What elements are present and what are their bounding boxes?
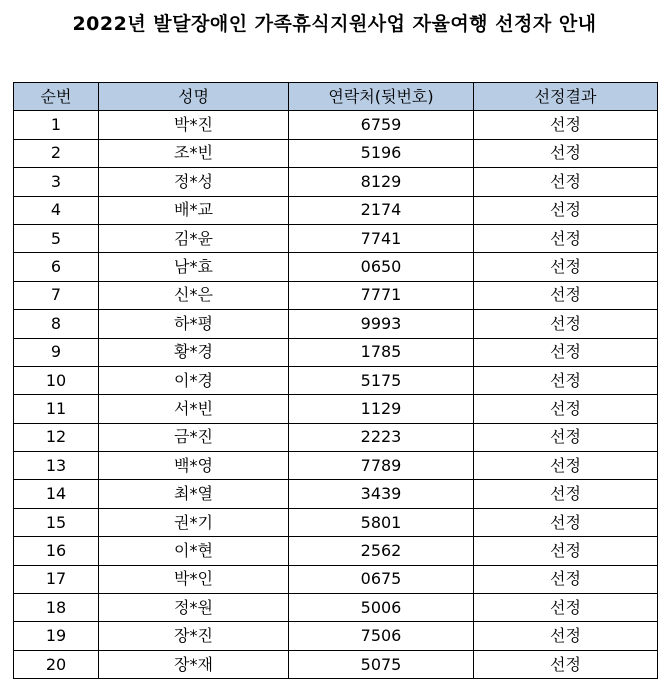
header-phone: 연락처(뒷번호) (289, 83, 474, 111)
cell-phone: 5075 (289, 650, 474, 678)
table-row (14, 423, 658, 451)
cell-phone: 2174 (289, 196, 474, 224)
table-row (14, 395, 658, 423)
cell-result: 선정 (474, 480, 658, 508)
cell-number: 17 (14, 565, 99, 593)
cell-name: 권*기 (99, 508, 289, 536)
cell-number: 8 (14, 310, 99, 338)
cell-phone: 6759 (289, 111, 474, 139)
selection-result-table (13, 82, 658, 679)
cell-phone: 0675 (289, 565, 474, 593)
cell-phone: 3439 (289, 480, 474, 508)
cell-phone: 5196 (289, 139, 474, 167)
cell-number: 12 (14, 423, 99, 451)
cell-result: 선정 (474, 423, 658, 451)
table-row (14, 253, 658, 281)
table-header-row (14, 83, 658, 111)
cell-phone: 7741 (289, 224, 474, 252)
cell-result: 선정 (474, 139, 658, 167)
cell-number: 7 (14, 281, 99, 309)
cell-result: 선정 (474, 338, 658, 366)
table-row (14, 622, 658, 650)
table-body (14, 111, 658, 679)
table-row (14, 565, 658, 593)
cell-result: 선정 (474, 168, 658, 196)
table-row (14, 310, 658, 338)
cell-name: 장*재 (99, 650, 289, 678)
table-row (14, 338, 658, 366)
cell-phone: 1785 (289, 338, 474, 366)
header-result: 선정결과 (474, 83, 658, 111)
cell-name: 박*진 (99, 111, 289, 139)
cell-number: 9 (14, 338, 99, 366)
cell-phone: 7771 (289, 281, 474, 309)
cell-number: 19 (14, 622, 99, 650)
cell-phone: 2562 (289, 537, 474, 565)
table-row (14, 452, 658, 480)
cell-name: 박*인 (99, 565, 289, 593)
cell-number: 14 (14, 480, 99, 508)
table-row (14, 139, 658, 167)
table-row (14, 366, 658, 394)
cell-phone: 0650 (289, 253, 474, 281)
cell-name: 남*효 (99, 253, 289, 281)
table-row (14, 537, 658, 565)
header-number: 순번 (14, 83, 99, 111)
cell-name: 정*원 (99, 594, 289, 622)
cell-name: 신*은 (99, 281, 289, 309)
cell-number: 18 (14, 594, 99, 622)
cell-name: 하*평 (99, 310, 289, 338)
table-row (14, 196, 658, 224)
cell-name: 이*경 (99, 366, 289, 394)
cell-phone: 8129 (289, 168, 474, 196)
cell-number: 3 (14, 168, 99, 196)
cell-name: 장*진 (99, 622, 289, 650)
cell-phone: 9993 (289, 310, 474, 338)
cell-name: 최*열 (99, 480, 289, 508)
cell-result: 선정 (474, 366, 658, 394)
cell-number: 1 (14, 111, 99, 139)
table-row (14, 480, 658, 508)
cell-number: 2 (14, 139, 99, 167)
cell-result: 선정 (474, 650, 658, 678)
cell-phone: 5006 (289, 594, 474, 622)
cell-number: 5 (14, 224, 99, 252)
cell-name: 금*진 (99, 423, 289, 451)
cell-result: 선정 (474, 224, 658, 252)
table-row (14, 508, 658, 536)
cell-number: 15 (14, 508, 99, 536)
cell-name: 정*성 (99, 168, 289, 196)
cell-name: 황*경 (99, 338, 289, 366)
cell-name: 김*윤 (99, 224, 289, 252)
cell-result: 선정 (474, 622, 658, 650)
cell-number: 6 (14, 253, 99, 281)
cell-phone: 5801 (289, 508, 474, 536)
cell-result: 선정 (474, 565, 658, 593)
cell-result: 선정 (474, 508, 658, 536)
cell-result: 선정 (474, 594, 658, 622)
cell-name: 백*영 (99, 452, 289, 480)
table-row (14, 650, 658, 678)
cell-number: 16 (14, 537, 99, 565)
cell-result: 선정 (474, 196, 658, 224)
table-row (14, 224, 658, 252)
table-row (14, 111, 658, 139)
header-name: 성명 (99, 83, 289, 111)
cell-name: 조*빈 (99, 139, 289, 167)
cell-result: 선정 (474, 310, 658, 338)
table-row (14, 168, 658, 196)
cell-name: 배*교 (99, 196, 289, 224)
cell-number: 10 (14, 366, 99, 394)
cell-phone: 2223 (289, 423, 474, 451)
cell-phone: 1129 (289, 395, 474, 423)
cell-number: 11 (14, 395, 99, 423)
cell-phone: 7506 (289, 622, 474, 650)
table-row (14, 281, 658, 309)
cell-number: 4 (14, 196, 99, 224)
cell-number: 20 (14, 650, 99, 678)
cell-result: 선정 (474, 111, 658, 139)
page-title: 2022년 발달장애인 가족휴식지원사업 자율여행 선정자 안내 (72, 13, 597, 35)
cell-result: 선정 (474, 253, 658, 281)
cell-result: 선정 (474, 395, 658, 423)
cell-name: 서*빈 (99, 395, 289, 423)
cell-name: 이*현 (99, 537, 289, 565)
table-row (14, 594, 658, 622)
cell-result: 선정 (474, 452, 658, 480)
cell-phone: 5175 (289, 366, 474, 394)
cell-phone: 7789 (289, 452, 474, 480)
cell-number: 13 (14, 452, 99, 480)
cell-result: 선정 (474, 281, 658, 309)
cell-result: 선정 (474, 537, 658, 565)
